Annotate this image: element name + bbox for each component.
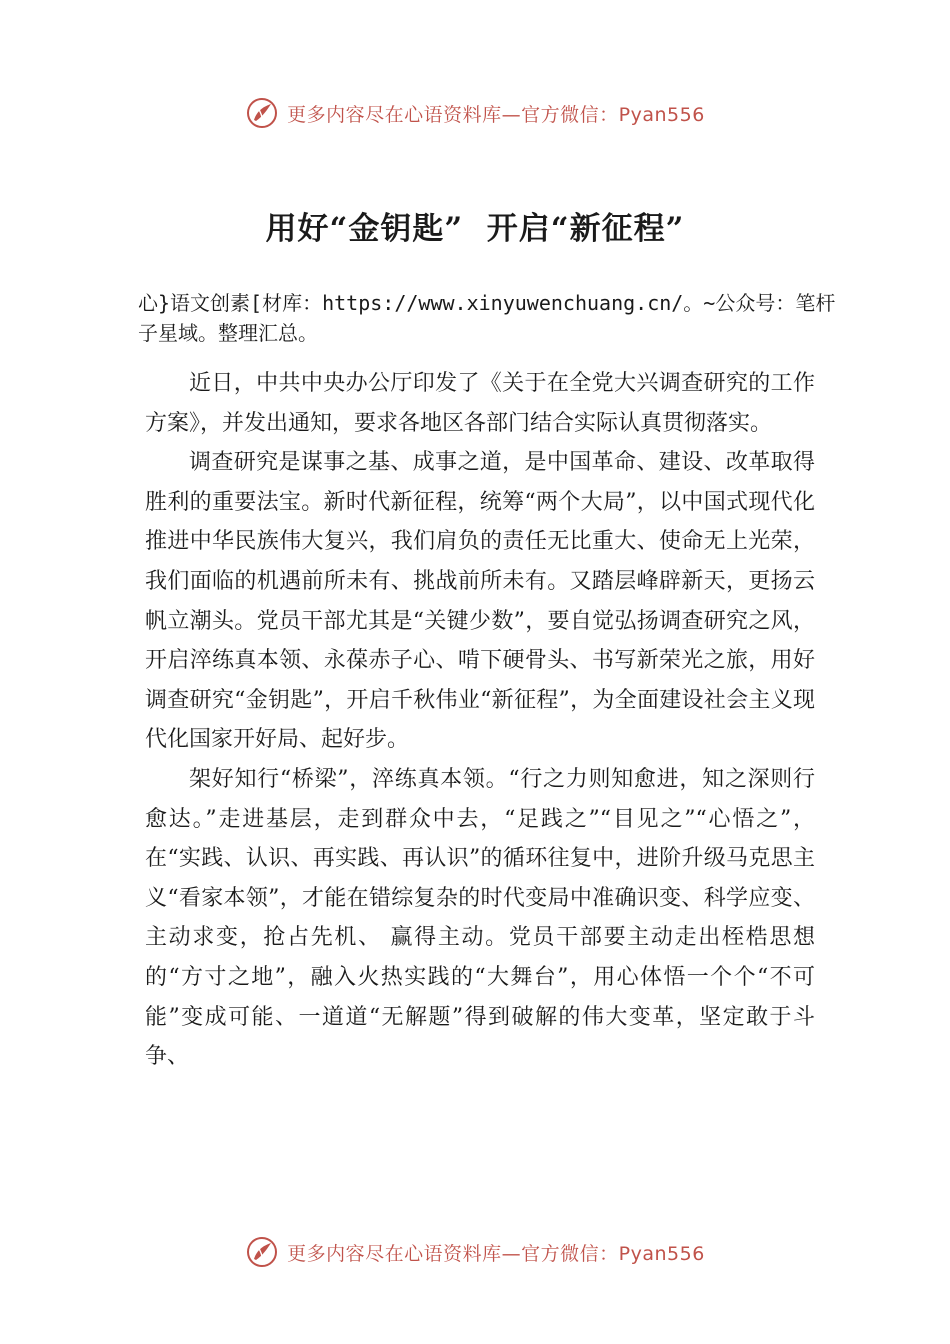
paragraph: 架好知行“桥梁”，淬练真本领。“行之力则知愈进，知之深则行愈达。”走进基层，走到群众中去，“足践之”“目见之”“心悟之”，在“实践、认识、再实践、再认识”的循环往复中，进阶升级马克思主义“看家本领”，才能在错综复杂的时代变局中准确识变、科学应变、主动求变，抢占先机、 赢得主动。党员干部要主动走出桎梏思想的“方寸之地”，融入火热实践的“大舞台”，用心体悟一个个“不可能”变成可能、一道道“无解题”得到破解的伟大变革，坚定敢于斗争、: [145, 766, 815, 1070]
header-banner-text: 更多内容尽在心语资料库—官方微信：Pyan556: [287, 103, 705, 126]
footer-banner: [0, 1235, 950, 1269]
footer-banner-text: 更多内容尽在心语资料库—官方微信：Pyan556: [287, 1242, 705, 1265]
paragraph: 近日，中共中央办公厅印发了《关于在全党大兴调查研究的工作方案》，并发出通知，要求各地区各部门结合实际认真贯彻落实。: [145, 371, 815, 436]
paragraph: 调查研究是谋事之基、成事之道，是中国革命、建设、改革取得胜利的重要法宝。新时代新征程，统筹“两个大局”，以中国式现代化推进中华民族伟大复兴，我们肩负的责任无比重大、使命无上光荣，我们面临的机遇前所未有、挑战前所未有。又踏层峰辟新天，更扬云帆立潮头。党员干部尤其是“关键少数”，要自觉弘扬调查研究之风，开启淬练真本领、永葆赤子心、啃下硬骨头、书写新荣光之旅，用好调查研究“金钥匙”，开启千秋伟业“新征程”，为全面建设社会主义现代化国家开好局、起好步。: [145, 450, 815, 753]
article-title: 用好“金钥匙” 开启“新征程”: [265, 211, 685, 247]
logo-icon: [245, 96, 279, 130]
logo-icon: [245, 1235, 279, 1269]
source-note: 心}语文创素[材库：https://www.xinyuwenchuang.cn/。~公众号：笔杆子星域。整理汇总。: [138, 291, 836, 345]
header-banner: [0, 96, 950, 130]
article-body: [145, 364, 815, 1077]
